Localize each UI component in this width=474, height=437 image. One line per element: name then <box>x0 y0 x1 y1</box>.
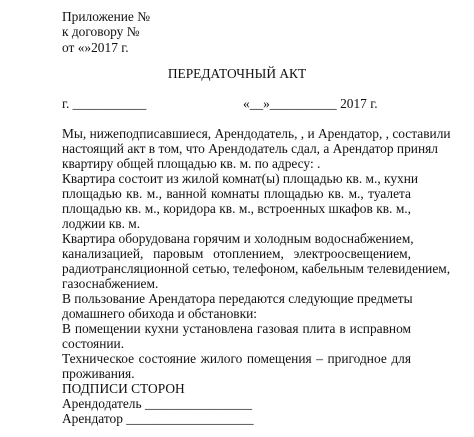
body-line: состоянии. <box>62 336 125 351</box>
body-line: квартиру общей площадью кв. м. по адресу: . <box>62 156 321 171</box>
body-line: Техническое состояние жилого помещения – пригодное для <box>62 351 411 366</box>
place-field: г. ___________ <box>62 96 147 111</box>
body-line: площадью кв. м., ванной комнаты площадью кв. м., туалета <box>62 186 411 201</box>
signatures-heading: ПОДПИСИ СТОРОН <box>62 381 185 396</box>
document-title: ПЕРЕДАТОЧНЫЙ АКТ <box>167 66 307 81</box>
body-line: домашнего обихода и обстановки: <box>62 306 257 321</box>
body-line: лоджии кв. м. <box>62 216 141 231</box>
body-line: канализацией, паровым отоплением, электроосвещением, <box>62 246 411 261</box>
body-line: В пользование Арендатора передаются следующие предметы <box>62 291 413 306</box>
contract-number: к договору № <box>62 24 140 39</box>
body-line: Квартира состоит из жилой комнат(ы) площадью кв. м., кухни <box>62 171 419 186</box>
body-line: В помещении кухни установлена газовая плита в исправном <box>62 321 411 336</box>
body-line: настоящий акт в том, что Арендодатель сдал, а Арендатор принял <box>62 141 438 156</box>
date-field: «__»__________ 2017 г. <box>243 96 378 111</box>
body-line: площадью кв. м., коридора кв. м., встроенных шкафов кв. м., <box>62 201 411 216</box>
tenant-signature: Арендатор ___________________ <box>62 411 254 426</box>
appendix-number: Приложение № <box>62 9 150 24</box>
body-line: проживания. <box>62 366 135 381</box>
body-line: радиотрансляционной сетью, телефоном, кабельным телевидением, <box>62 261 451 276</box>
body-line: газоснабжением. <box>62 276 159 291</box>
landlord-signature: Арендодатель ________________ <box>62 396 253 411</box>
contract-date: от «»2017 г. <box>62 40 129 55</box>
body-line: Квартира оборудована горячим и холодным водоснабжением, <box>62 231 414 246</box>
body-line: Мы, нижеподписавшиеся, Арендодатель, , и Арендатор, , составили <box>62 126 451 141</box>
